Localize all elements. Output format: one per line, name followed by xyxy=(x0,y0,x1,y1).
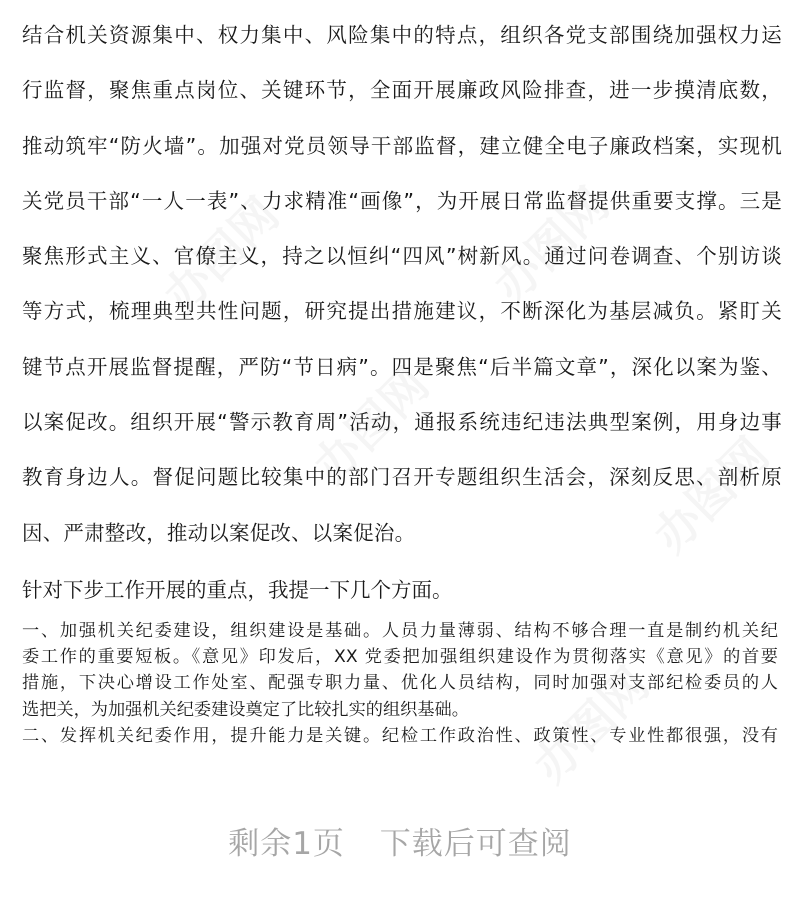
body-line: 推动筑牢“防火墙”。加强对党员领导干部监督，建立健全电子廉政档案，实现机 xyxy=(22,133,782,158)
point-line: 委工作的重要短板。《意见》印发后，XX 党委把加强组织建设作为贯彻落实《意见》的首要 xyxy=(22,647,778,668)
body-paragraph xyxy=(22,8,782,561)
point-item xyxy=(22,723,778,749)
body-line: 教育身边人。督促问题比较集中的部门召开专题组织生活会，深刻反思、剖析原 xyxy=(22,465,782,490)
body-line: 关党员干部“一人一表”、力求精准“画像”，为开展日常监督提供重要支撑。三是 xyxy=(22,188,782,213)
point-line: 选把关，为加强机关纪委建设奠定了比较扎实的组织基础。 xyxy=(22,699,469,720)
point-line: 措施，下决心增设工作处室、配强专职力量、优化人员结构，同时加强对支部纪检委员的人 xyxy=(22,673,778,694)
watermark: 办图网 xyxy=(483,177,620,314)
watermark: 办图网 xyxy=(153,187,290,324)
body-line: 以案促改。组织开展“警示教育周”活动，通报系统违纪违法典型案例，用身边事 xyxy=(22,410,782,435)
body-line: 结合机关资源集中、权力集中、风险集中的特点，组织各党支部围绕加强权力运 xyxy=(22,23,782,47)
point-item xyxy=(22,618,778,723)
remaining-pages-label: 剩余1页 xyxy=(228,826,345,862)
watermark: 办图网 xyxy=(643,427,780,564)
point-line: 二、发挥机关纪委作用，提升能力是关键。纪检工作政治性、政策性、专业性都很强，没有 xyxy=(22,725,778,746)
body-line: 聚焦形式主义、官僚主义，持之以恒纠“四风”树新风。通过问卷调查、个别访谈 xyxy=(22,244,782,269)
watermark: 办图网 xyxy=(303,357,440,494)
body-line: 行监督，聚焦重点岗位、关键环节，全面开展廉政风险排查，进一步摸清底数， xyxy=(22,78,782,103)
point-line: 一、加强机关纪委建设，组织建设是基础。人员力量薄弱、结构不够合理一直是制约机关纪 xyxy=(22,621,778,641)
points-list xyxy=(22,618,778,749)
download-to-view-label: 下载后可查阅 xyxy=(379,826,572,862)
body-line: 因、严肃整改，推动以案促改、以案促治。 xyxy=(22,520,416,545)
intro-sentence: 针对下步工作开展的重点，我提一下几个方面。 xyxy=(22,578,453,602)
body-line: 等方式，梳理典型共性问题，研究提出措施建议，不断深化为基层减负。紧盯关 xyxy=(22,299,782,324)
watermark: 办图网 xyxy=(523,657,660,794)
remaining-pages-banner[interactable] xyxy=(0,818,800,863)
body-line: 键节点开展监督提醒，严防“节日病”。四是聚焦“后半篇文章”，深化以案为鉴、 xyxy=(22,354,782,379)
